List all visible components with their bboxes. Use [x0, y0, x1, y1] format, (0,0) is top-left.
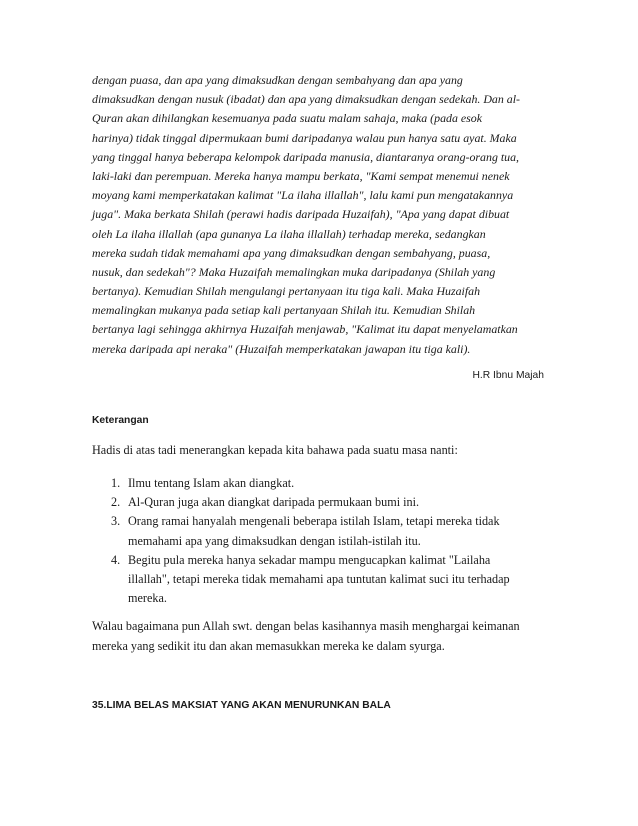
list-item: [92, 493, 562, 512]
quote-line: memalingkan mukanya pada setiap kali pertanyaan Shilah itu. Kemudian Shilah: [92, 303, 476, 318]
closing-line: mereka yang sedikit itu dan akan memasukkan mereka ke dalam syurga.: [92, 638, 445, 653]
keterangan-heading: Keterangan: [92, 415, 149, 426]
quote-line: dengan puasa, dan apa yang dimaksudkan dengan sembahyang dan apa yang: [92, 73, 463, 87]
quote-line: laki-laki dan perempuan. Mereka hanya mampu berkata, "Kami sempat menemui nenek: [92, 168, 510, 183]
list-item-text: Orang ramai hanyalah mengenali beberapa istilah Islam, tetapi mereka tidak: [128, 514, 500, 529]
list-item-text: Ilmu tentang Islam akan diangkat.: [128, 476, 295, 490]
list-item-text: Begitu pula mereka hanya sekadar mampu mengucapkan kalimat "Lailaha: [128, 552, 491, 567]
quote-line: dimaksudkan dengan nusuk (ibadat) dan apa yang dimaksudkan dengan sedekah. Dan al-: [92, 92, 520, 107]
quote-line: bertanya). Kemudian Shilah mengulangi pertanyaan itu tiga kali. Maka Huzaifah: [92, 284, 481, 299]
list-item: [92, 551, 562, 609]
list-number: 1.: [111, 476, 121, 490]
list-item: [92, 474, 562, 493]
list-item-text: Al-Quran juga akan diangkat daripada permukaan bumi ini.: [128, 495, 420, 510]
numbered-list: [92, 474, 562, 608]
quote-line: bertanya lagi sehingga akhirnya Huzaifah menjawab, "Kalimat itu dapat menyelamatkan: [92, 322, 518, 337]
closing-paragraph: [92, 617, 562, 657]
list-number: 3.: [111, 514, 121, 529]
list-item: [92, 512, 562, 550]
section-heading: 35.LIMA BELAS MAKSIAT YANG AKAN MENURUNKAN BALA: [92, 700, 391, 711]
quote-line: mereka sudah tidak memahami apa yang dimaksudkan dengan sembahyang, puasa,: [92, 245, 491, 260]
list-item-text: memahami apa yang dimaksudkan dengan istilah-istilah itu.: [128, 533, 421, 548]
quote-line: oleh La ilaha illallah (apa gunanya La ilaha illallah) terhadap mereka, sedangkan: [92, 226, 486, 241]
quote-line: nusuk, dan sedekah"? Maka Huzaifah memalingkan muka daripadanya (Shilah yang: [92, 264, 496, 279]
quote-line: moyang kami memperkatakan kalimat "La ilaha illallah", lalu kami pun mengatakannya: [92, 188, 514, 203]
hadith-attribution: H.R Ibnu Majah: [472, 370, 544, 381]
quote-line: mereka daripada api neraka" (Huzaifah memperkatakan jawapan itu tiga kali).: [92, 341, 471, 356]
quote-line: Quran akan dihilangkan kesemuanya pada suatu malam sahaja, maka (pada esok: [92, 111, 483, 126]
hadith-quote: [92, 71, 562, 359]
list-item-text: mereka.: [128, 591, 167, 606]
closing-line: Walau bagaimana pun Allah swt. dengan belas kasihannya masih menghargai keimanan: [92, 619, 520, 633]
list-number: 2.: [111, 495, 121, 510]
intro-paragraph: Hadis di atas tadi menerangkan kepada kita bahawa pada suatu masa nanti:: [92, 443, 458, 457]
quote-line: yang tinggal hanya beberapa kelompok daripada manusia, diantaranya orang-orang tua,: [92, 149, 520, 164]
list-item-text: illallah", tetapi mereka tidak memahami apa tuntutan kalimat suci itu terhadap: [128, 571, 510, 586]
quote-line: harinya) tidak tinggal dipermukaan bumi daripadanya walau pun hanya satu ayat. Maka: [92, 130, 517, 145]
list-number: 4.: [111, 552, 121, 567]
quote-line: juga". Maka berkata Shilah (perawi hadis daripada Huzaifah), "Apa yang dapat dibuat: [92, 207, 510, 222]
